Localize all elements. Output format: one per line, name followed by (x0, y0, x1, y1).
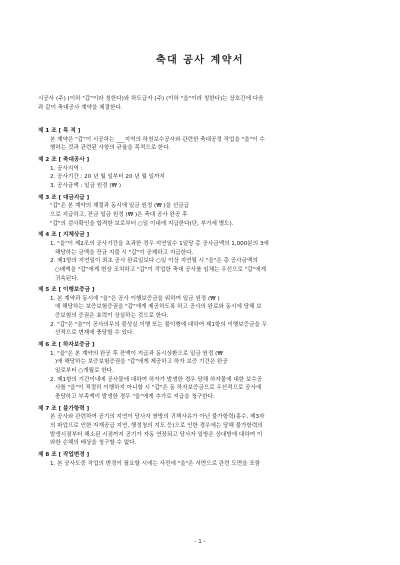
article-line: 1. "을"은 본 계약의 완공 후 잔액이 지급과 동시상환으로 일금 원정 (₩ (50, 350, 223, 357)
article-heading: 제 2 조 [ 축대공사 ] (38, 156, 90, 163)
article-line: "갑"의 검사확인을 합격한 보로부터 ○일 이내에 지급한다(단, 부가세 별도). (50, 220, 234, 227)
article-line: 발생시점부터 해소된 시점까지 공기가 자동 연장되고 당사자 일방은 상대방에 대하여 이 (50, 431, 263, 438)
intro-line: 과 같이 축대공사 계약을 체결한다. (38, 104, 123, 111)
article-heading: 제 8 조 [ 작업변경 ] (38, 451, 90, 458)
article-heading: 제 1 조 [ 목 적 ] (38, 128, 81, 134)
article-line: 3. 공사금액 : 일금 원정 (₩ ) (50, 182, 122, 189)
article-section (38, 231, 370, 283)
article-section (38, 341, 370, 402)
article-line: 2. 공사기간 : 20 년 월 일부터 20 년 월 일까지 (50, 174, 165, 181)
article-line: 일로부터 ○개월로 한다. (55, 368, 114, 375)
article-line: 2. 제1항의 지연일이 최초 공사 완료일보다 ○일 이상 지연될 시 "을"은 총 공사금액의 (50, 258, 258, 265)
article-line: 의 파업으로 인한 자재공급 지연, 행정청의 지도 등)으로 인한 경우에는 당해 불가항력의 (50, 423, 263, 429)
article-line: 1. 공사지역 : (50, 165, 83, 172)
article-line: 1. "을"이 제2조의 공사기간을 초과한 경우 지연일수 1일당 총 공사금액의 1,000분의 3에 (50, 240, 269, 247)
articles-container (38, 127, 370, 471)
article-line: 2. "갑"은 "을"이 공사의무의 불성실 이행 또는 불이행에 대하여 제1항의 이행보증금을 우 (50, 321, 268, 328)
article-line: 본 공사와 관련하여 공기의 지연이 당사자 쌍방의 귀책사유가 아닌 불가항력(홍수, 제3자 (50, 414, 265, 421)
article-line: 에 해당하는 보증보험증권을 "갑"에게 제공하도록 하고 공사의 완료와 동시에 당해 보 (55, 304, 262, 311)
article-heading: 제 5 조 [ 이행보증금 ] (38, 287, 95, 294)
article-heading: 제 3 조 [ 대금지급 ] (38, 194, 90, 201)
article-line: 2. 제1항의 기간이내에 공사물에 대하여 하자가 발생한 경우 당해 하자물에 대한 보수공 (50, 376, 263, 383)
article-line: 행하는 것과 관련된 사항의 규율을 목적으로 한다. (50, 145, 171, 152)
intro-paragraph (38, 95, 368, 112)
article-line: 1. 본 공사도중 작업의 변경이 필요할 시에는 사전에 "을"은 서면으로 관련 도면을 포함 (50, 460, 261, 467)
article-section (38, 451, 370, 468)
article-line: 선적으로 변제에 충당할 수 있다. (55, 330, 135, 337)
article-section (38, 127, 370, 153)
article-line: 사를 "을"이 적절히 이행하지 아니할 시 "갑"은 동 하자보증금으로 우선적으로 공사에 (55, 385, 262, 392)
article-line: 본 계약은 "갑"이 시공하는 ___지역의 하천보수공사와 관련한 축대공정 작업을 "을"이 수 (50, 136, 265, 143)
article-section (38, 194, 370, 229)
article-section (38, 156, 370, 191)
article-heading: 제 4 조 [ 지체상금 ] (38, 232, 90, 239)
article-line: 해당하는 금액을 잔금 지불 시 "갑"이 공제하고 지급한다. (55, 249, 194, 256)
article-heading: 제 7 조 [ 불가항력 ] (38, 405, 90, 412)
intro-line: 시공사 (주) (이하 "갑"이라 칭한다)와 하도급자 (주) (이하 "을"이라 칭한다)는 상호간에 다음 (38, 96, 264, 102)
article-section (38, 405, 370, 448)
article-line: 와한 손해의 배상을 청구할 수 없다. (50, 440, 137, 447)
article-section (38, 286, 370, 338)
document-title: 축대 공사 계약서 (155, 55, 245, 66)
article-line: )에 해당하는 보증보험증권을 "갑"에게 제공하고 하자 보증 기간은 완공 (55, 359, 228, 366)
article-line: 귀속된다. (55, 275, 79, 282)
article-line: 으로 지급하고, 잔금 일금 원정 (₩ )은 축대 공사 완공 후 (50, 211, 188, 218)
article-line: 1. 본 계약과 동시에 "을"은 공사 이행보증금을 위하여 일금 원정 (₩ ) (50, 295, 220, 302)
article-line: 증보험의 증권은 효력이 상실하는 것으로 한다. (55, 313, 169, 320)
article-line: "갑"은 본 계약의 체결과 동시에 일금 원정 (₩ )을 선금급 (50, 203, 190, 210)
page-number: - 1 - (194, 539, 206, 545)
article-heading: 제 6 조 [ 하자보증금 ] (38, 342, 95, 349)
article-line: ○배액을 "갑"에게 변상 조치하고 "갑"이 작업한 축대 공사를 임체는 우선으로 "갑"에게 (55, 266, 267, 273)
article-line: 충당하고 부족액이 발생한 경우 "을"에게 추가로 지급을 청구한다. (55, 394, 215, 401)
